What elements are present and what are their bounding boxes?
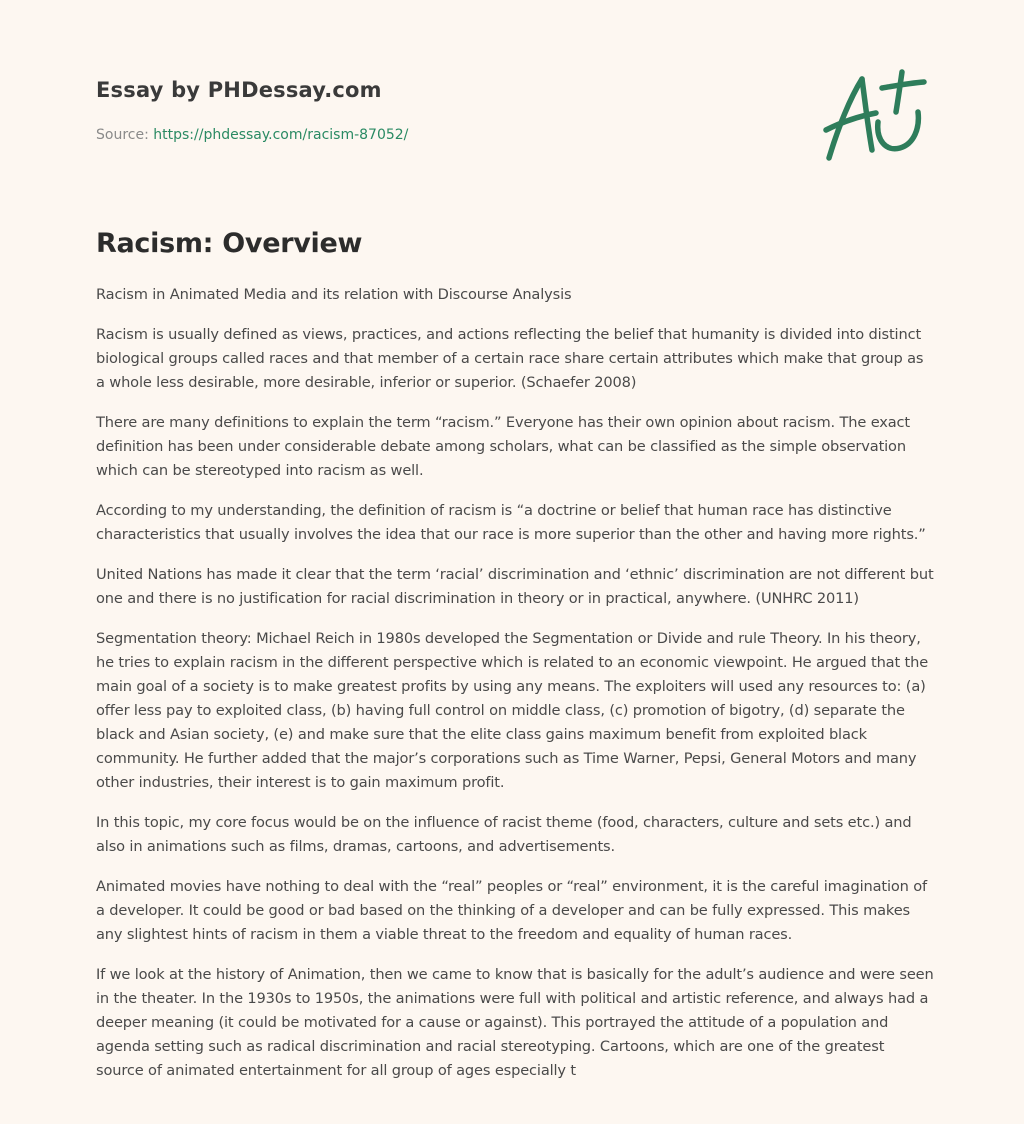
a-plus-logo-icon bbox=[820, 66, 930, 166]
header bbox=[96, 76, 796, 145]
paragraph: According to my understanding, the definition of racism is “a doctrine or belief that human race has distinctive characteristics that usually involves the idea that our race is more superior than the other and having more rights.” bbox=[96, 502, 926, 543]
article bbox=[96, 226, 936, 1099]
source-label: Source: bbox=[96, 127, 149, 143]
paragraph: Segmentation theory: Michael Reich in 1980s developed the Segmentation or Divide and rule Theory. In his theory, he tries to explain racism in the different perspective which is related to an economic viewpoint. He argued that the main goal of a society is to make greatest profits by using any means. The exploiters will used any resources to: (a) offer less pay to exploited class, (b) having full control on middle class, (c) promotion of bigotry, (d) separate the black and Asian society, (e) and make sure that the elite class gains maximum benefit from exploited black community. He further added that the major’s corporations such as Time Warner, Pepsi, General Motors and many other industries, their interest is to gain maximum profit. bbox=[96, 630, 929, 791]
article-title: Racism: Overview bbox=[96, 228, 363, 259]
source-link[interactable]: https://phdessay.com/racism-87052/ bbox=[153, 127, 409, 143]
paragraph: United Nations has made it clear that the term ‘racial’ discrimination and ‘ethnic’ discrimination are not different but one and there is no justification for racial discrimination in theory or in practical, anywhere. (UNHRC 2011) bbox=[96, 566, 934, 607]
site-title: Essay by PHDessay.com bbox=[96, 78, 382, 102]
paragraph: Animated movies have nothing to deal with the “real” peoples or “real” environment, it is the careful imagination of a developer. It could be good or bad based on the thinking of a developer and can be fully expressed. This makes any slightest hints of racism in them a viable threat to the freedom and equality of human races. bbox=[96, 878, 927, 943]
paragraph: There are many definitions to explain the term “racism.” Everyone has their own opinion about racism. The exact definition has been under considerable debate among scholars, what can be classified as the simple observation which can be stereotyped into racism as well. bbox=[96, 414, 910, 479]
paragraph: Racism in Animated Media and its relation with Discourse Analysis bbox=[96, 286, 572, 303]
paragraph: In this topic, my core focus would be on the influence of racist theme (food, characters, culture and sets etc.) and also in animations such as films, dramas, cartoons, and advertisements. bbox=[96, 814, 912, 855]
paragraph: If we look at the history of Animation, then we came to know that is basically for the adult’s audience and were seen in the theater. In the 1930s to 1950s, the animations were full with political and artistic reference, and always had a deeper meaning (it could be motivated for a cause or against). This portrayed the attitude of a population and agenda setting such as radical discrimination and racial stereotyping. Cartoons, which are one of the greatest source of animated entertainment for all group of ages especially t bbox=[96, 966, 934, 1079]
paragraph: Racism is usually defined as views, practices, and actions reflecting the belief that humanity is divided into distinct biological groups called races and that member of a certain race share certain attributes which make that group as a whole less desirable, more desirable, inferior or superior. (Schaefer 2008) bbox=[96, 326, 924, 391]
source-line bbox=[96, 125, 796, 145]
a-plus-logo bbox=[820, 66, 930, 166]
